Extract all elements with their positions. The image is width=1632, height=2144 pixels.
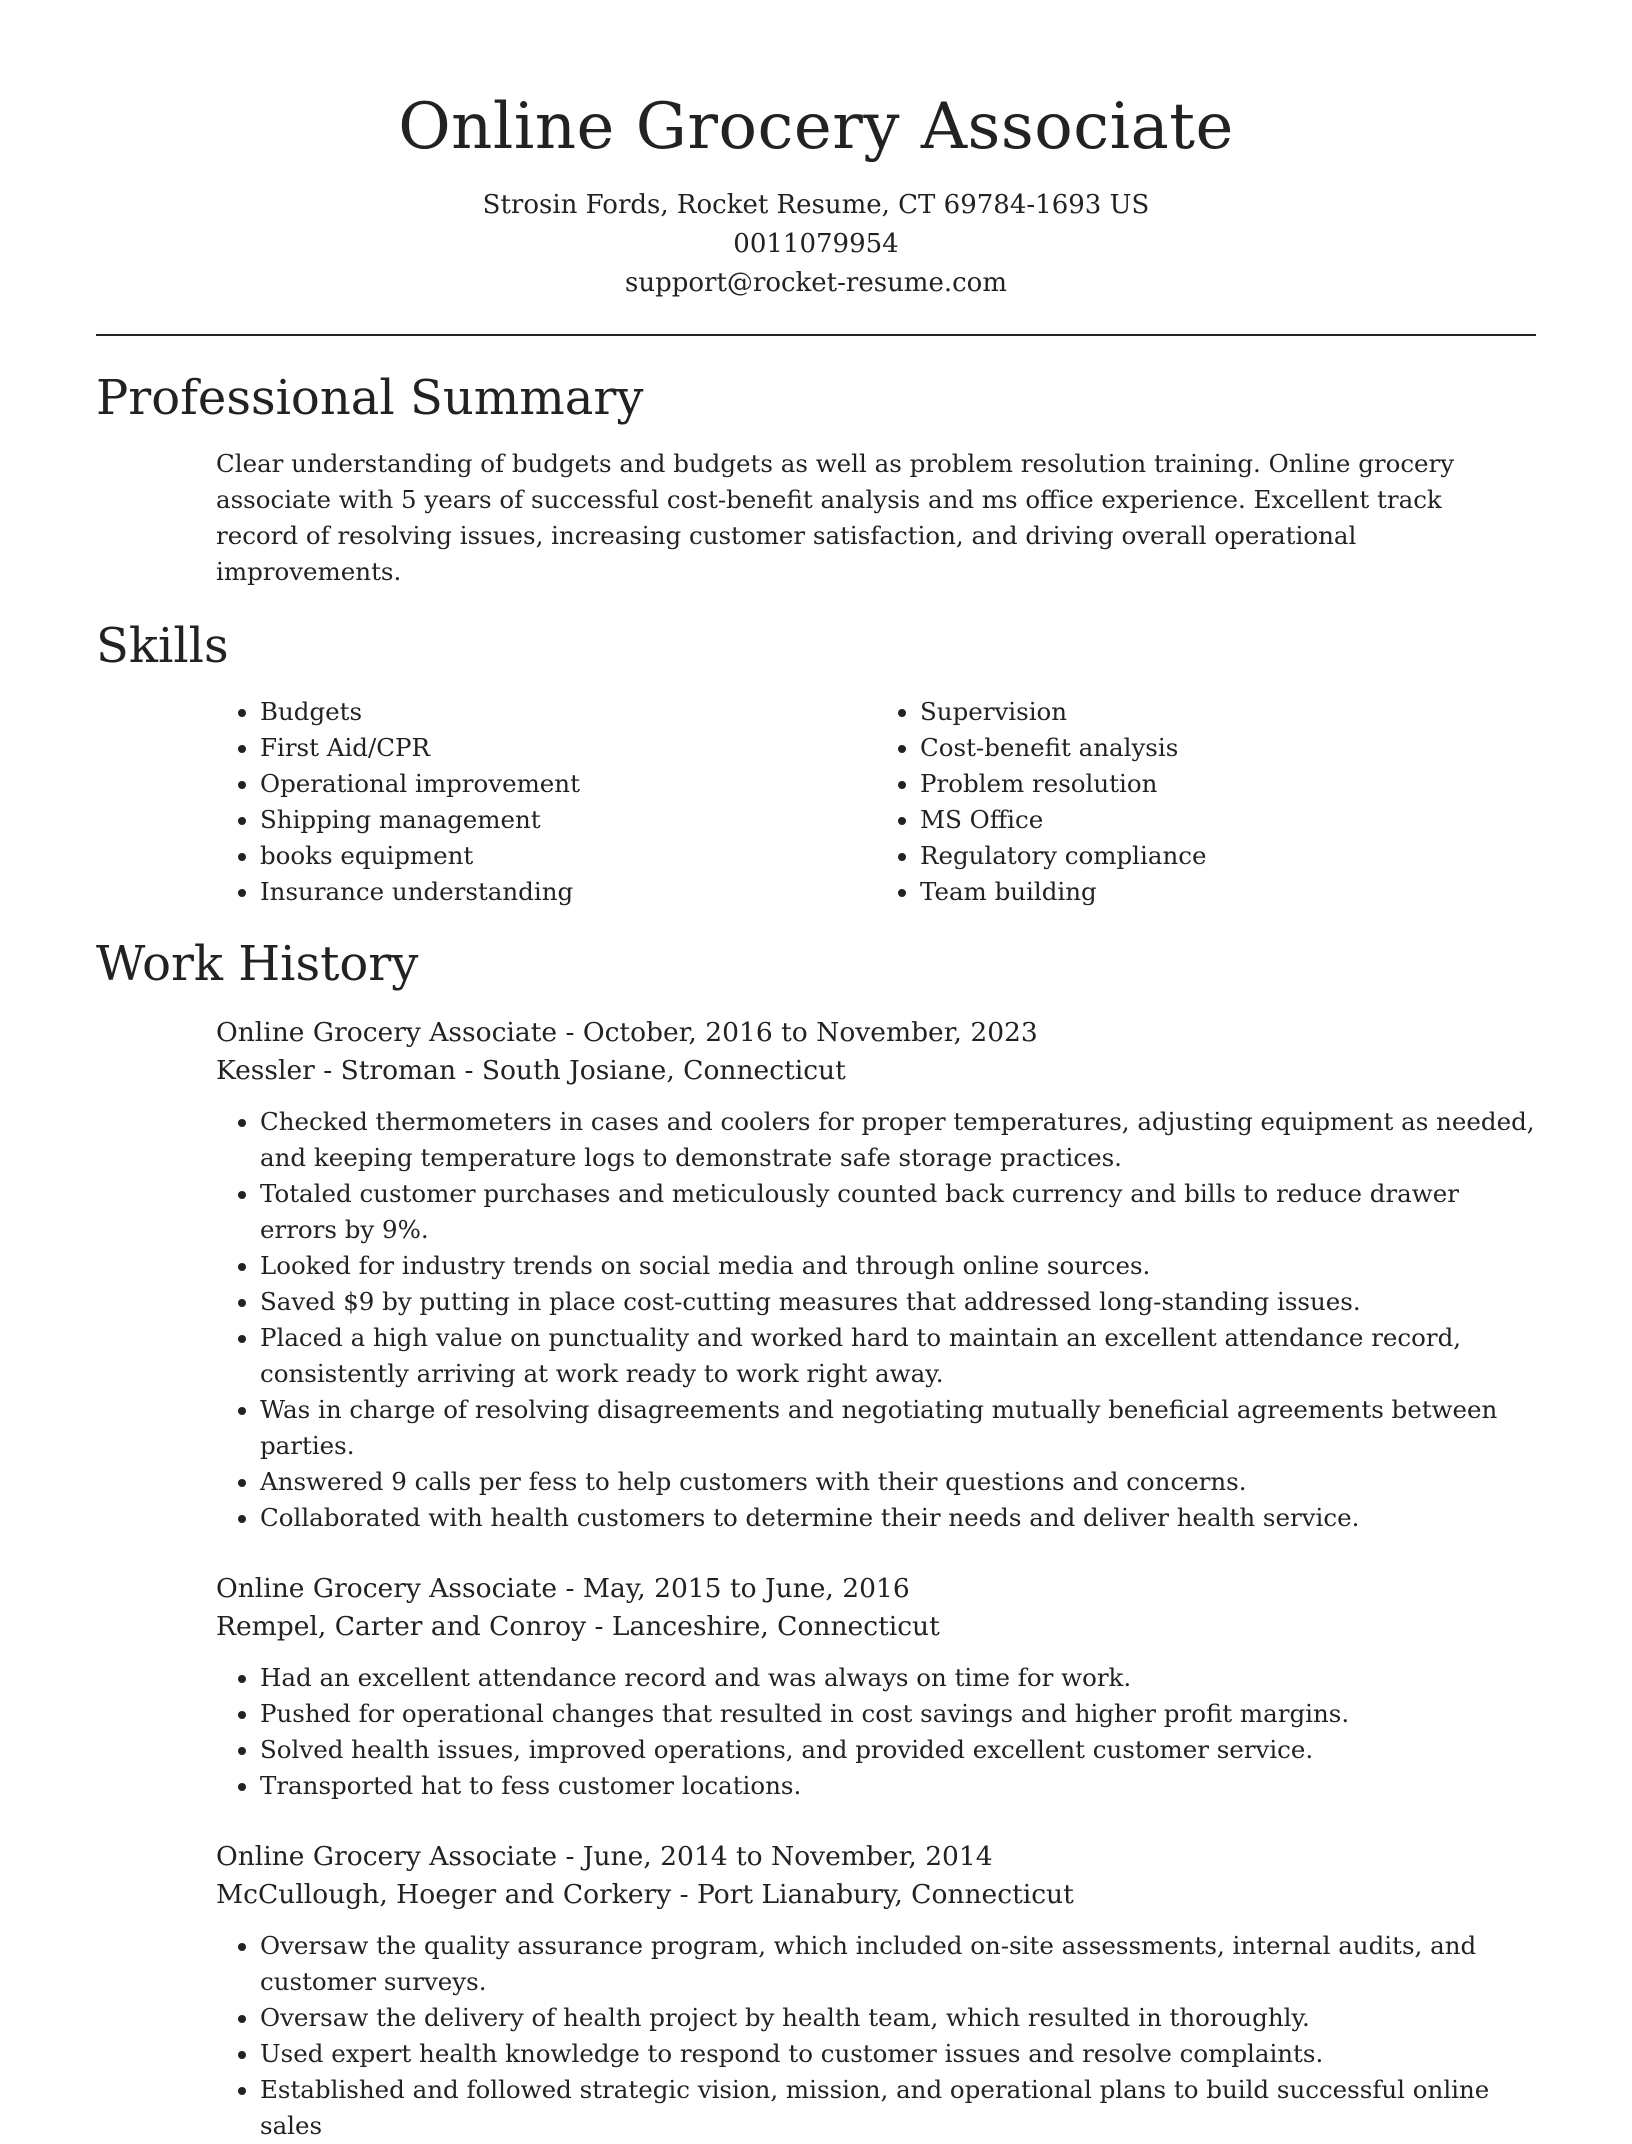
skill-item: • MS Office bbox=[920, 802, 1536, 838]
skills-columns bbox=[216, 694, 1536, 910]
job-bullet: • Used expert health knowledge to respond to customer issues and resolve complaints. bbox=[260, 2036, 1536, 2072]
job-company: McCullough, Hoeger and Corkery bbox=[216, 1879, 672, 1910]
job-bullet: • Pushed for operational changes that resulted in cost savings and higher profit margins. bbox=[260, 1696, 1536, 1732]
summary-section bbox=[96, 366, 1536, 590]
work-history-section bbox=[96, 932, 1536, 2144]
job-company-line bbox=[216, 1052, 1536, 1090]
summary-text: Clear understanding of budgets and budgets as well as problem resolution training. Online grocery associate with 5 years of successful cost-benefit analysis and ms office experience. Excellent track record of resolving issues, increasing customer satisfaction, and driving overall operational improvements. bbox=[216, 449, 1455, 586]
job-bullet-list bbox=[216, 1660, 1536, 1804]
job-location: - Port Lianabury, Connecticut bbox=[671, 1879, 1074, 1910]
job-bullet: • Oversaw the quality assurance program, which included on-site assessments, internal audits, and customer surveys. bbox=[260, 1928, 1536, 2000]
job-bullet: • Collaborated with health customers to determine their needs and deliver health service. bbox=[260, 1500, 1536, 1536]
contact-email: support@rocket-resume.com bbox=[624, 268, 1007, 298]
job-bullet: • Looked for industry trends on social media and through online sources. bbox=[260, 1248, 1536, 1284]
job-company: Rempel, Carter and Conroy bbox=[216, 1611, 587, 1642]
job-bullet-list bbox=[216, 1104, 1536, 1536]
skill-item: • Supervision bbox=[920, 694, 1536, 730]
skill-item: • Budgets bbox=[260, 694, 876, 730]
work-history-heading: Work History bbox=[96, 936, 419, 992]
skills-list-right bbox=[876, 694, 1536, 910]
job-company-line bbox=[216, 1608, 1536, 1646]
contact-block bbox=[96, 186, 1536, 303]
skill-item: • Operational improvement bbox=[260, 766, 876, 802]
job-bullet: • Transported hat to fess customer locations. bbox=[260, 1768, 1536, 1804]
job-title-line bbox=[216, 1838, 1536, 1876]
job-title-line bbox=[216, 1570, 1536, 1608]
job-bullet: • Answered 9 calls per fess to help customers with their questions and concerns. bbox=[260, 1464, 1536, 1500]
skill-item: • books equipment bbox=[260, 838, 876, 874]
job-title-line bbox=[216, 1014, 1536, 1052]
resume-header bbox=[96, 0, 1536, 303]
job-location: - Lanceshire, Connecticut bbox=[586, 1611, 940, 1642]
job-role: Online Grocery Associate bbox=[216, 1017, 558, 1048]
summary-heading: Professional Summary bbox=[96, 370, 644, 426]
job-entry bbox=[216, 1838, 1536, 2144]
job-bullet: • Solved health issues, improved operations, and provided excellent customer service. bbox=[260, 1732, 1536, 1768]
job-dates: - May, 2015 to June, 2016 bbox=[557, 1573, 910, 1604]
job-role: Online Grocery Associate bbox=[216, 1841, 558, 1872]
skill-item: • Regulatory compliance bbox=[920, 838, 1536, 874]
job-entry bbox=[216, 1570, 1536, 1804]
job-bullet: • Oversaw the delivery of health project by health team, which resulted in thoroughly. bbox=[260, 2000, 1536, 2036]
skill-item: • Shipping management bbox=[260, 802, 876, 838]
contact-phone: 0011079954 bbox=[733, 229, 899, 259]
skills-section bbox=[96, 614, 1536, 910]
skill-item: • Insurance understanding bbox=[260, 874, 876, 910]
job-location: - South Josiane, Connecticut bbox=[456, 1055, 846, 1086]
job-role: Online Grocery Associate bbox=[216, 1573, 558, 1604]
job-company: Kessler - Stroman bbox=[216, 1055, 457, 1086]
job-dates: - October, 2016 to November, 2023 bbox=[557, 1017, 1038, 1048]
job-bullet: • Checked thermometers in cases and coolers for proper temperatures, adjusting equipment as needed, and keeping temperature logs to demonstrate safe storage practices. bbox=[260, 1104, 1536, 1176]
job-company-line bbox=[216, 1876, 1536, 1914]
skill-item: • Problem resolution bbox=[920, 766, 1536, 802]
skill-item: • Cost-benefit analysis bbox=[920, 730, 1536, 766]
job-bullet: • Totaled customer purchases and meticulously counted back currency and bills to reduce drawer errors by 9%. bbox=[260, 1176, 1536, 1248]
job-dates: - June, 2014 to November, 2014 bbox=[557, 1841, 993, 1872]
candidate-name: Online Grocery Associate bbox=[398, 90, 1234, 164]
contact-address: Strosin Fords, Rocket Resume, CT 69784-1693 US bbox=[482, 190, 1150, 220]
skill-item: • Team building bbox=[920, 874, 1536, 910]
job-bullet: • Had an excellent attendance record and was always on time for work. bbox=[260, 1660, 1536, 1696]
skills-heading: Skills bbox=[96, 618, 229, 674]
job-bullet: • Placed a high value on punctuality and worked hard to maintain an excellent attendance record, consistently arriving at work ready to work right away. bbox=[260, 1320, 1536, 1392]
skill-item: • First Aid/CPR bbox=[260, 730, 876, 766]
job-bullet: • Saved $9 by putting in place cost-cutting measures that addressed long-standing issues. bbox=[260, 1284, 1536, 1320]
header-divider bbox=[96, 334, 1536, 336]
resume-page bbox=[96, 0, 1536, 2144]
job-bullet: • Was in charge of resolving disagreements and negotiating mutually beneficial agreements between parties. bbox=[260, 1392, 1536, 1464]
skills-list-left bbox=[216, 694, 876, 910]
job-entry bbox=[216, 1014, 1536, 1536]
job-bullet: • Established and followed strategic vision, mission, and operational plans to build successful online sales bbox=[260, 2072, 1536, 2144]
